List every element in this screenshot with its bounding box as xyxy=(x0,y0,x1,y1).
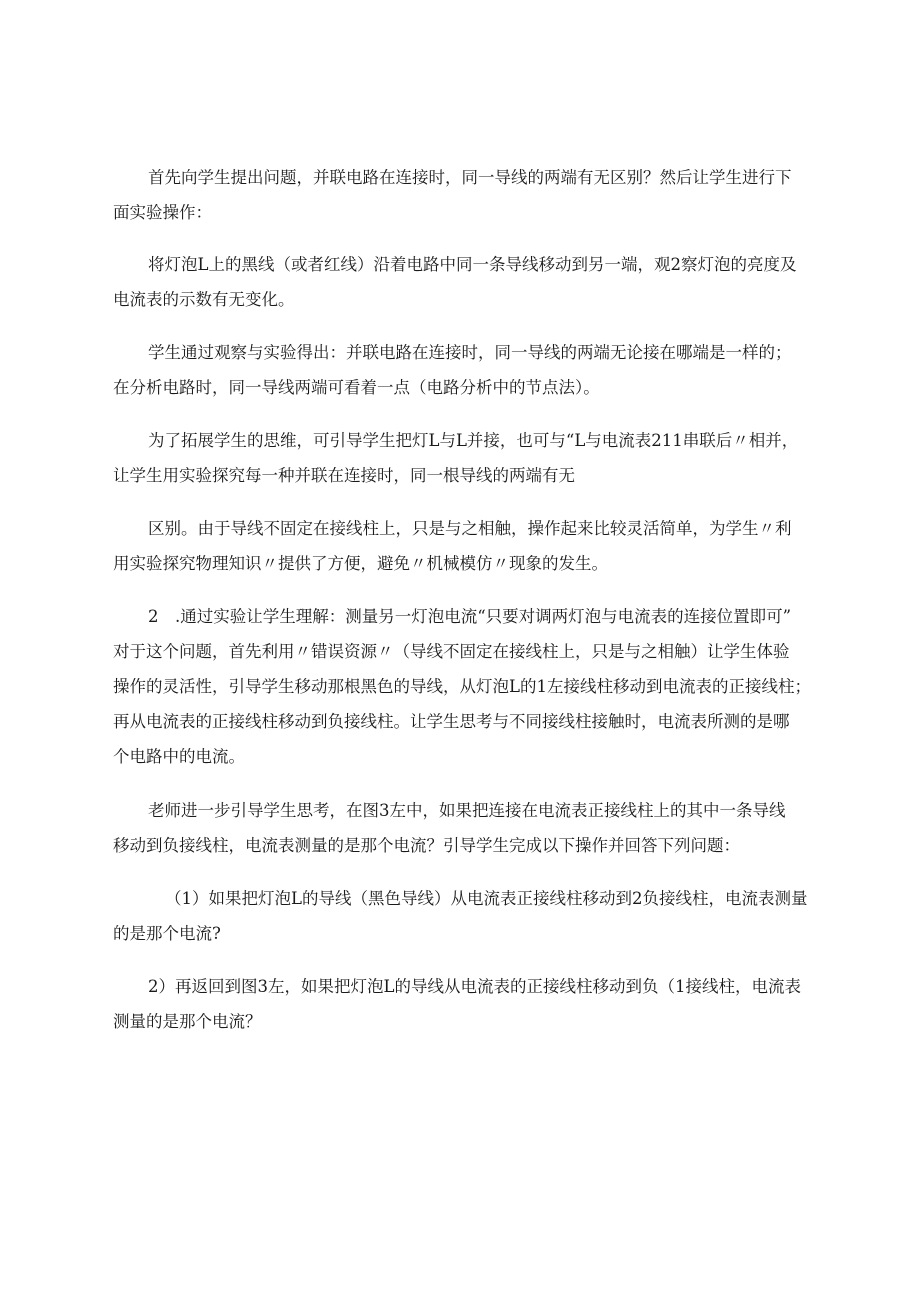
paragraph-difference xyxy=(113,511,825,581)
text-line: 2）再返回到图3左，如果把灯泡L的导线从电流表的正接线柱移动到负（1接线柱，电流表 xyxy=(148,977,801,996)
text-line: 区别。由于导线不固定在接线柱上，只是与之相触，操作起来比较灵活简单，为学生〃利 xyxy=(148,519,792,538)
paragraph-conclusion xyxy=(113,335,825,405)
text-line: 为了拓展学生的思维，可引导学生把灯L与L并接，也可与“L与电流表211串联后〃相并， xyxy=(148,431,799,450)
text-line: 老师进一步引导学生思考，在图3左中，如果把连接在电流表正接线柱上的其中一条导线 xyxy=(148,801,786,820)
text-line: 在分析电路时，同一导线两端可看着一点（电路分析中的节点法）。 xyxy=(113,378,600,397)
text-line: 首先向学生提出问题，并联电路在连接时，同一导线的两端有无区别？然后让学生进行下 xyxy=(148,168,792,187)
text-line: 用实验探究物理知识〃提供了方便，避免〃机械模仿〃现象的发生。 xyxy=(113,554,608,573)
text-line: 测量的是那个电流？ xyxy=(113,1012,262,1031)
text-line: 面实验操作： xyxy=(113,203,212,222)
text-line: 将灯泡L上的黑线（或者红线）沿着电路中同一条导线移动到另一端，观2察灯泡的亮度及 xyxy=(148,255,797,274)
paragraph-teacher-guide xyxy=(113,793,825,863)
text-line: 再从电流表的正接线柱移动到负接线柱。让学生思考与不同接线柱接触时，电流表所测的是哪 xyxy=(113,712,790,731)
paragraph-question-intro xyxy=(113,160,825,230)
text-line: 让学生用实验探究每一种并联在连接时，同一根导线的两端有无 xyxy=(113,466,575,485)
text-line: 对于这个问题，首先利用〃错误资源〃（导线不固定在接线柱上，只是与之相触）让学生体验 xyxy=(113,642,790,661)
paragraph-question-2 xyxy=(113,969,825,1039)
paragraph-extension xyxy=(113,423,825,493)
text-line: 的是那个电流? xyxy=(113,924,221,943)
text-line: 学生通过观察与实验得出：并联电路在连接时，同一导线的两端无论接在哪端是一样的； xyxy=(148,343,792,362)
paragraph-point-2 xyxy=(113,599,825,774)
text-line: 移动到负接线柱，电流表测量的是那个电流？引导学生完成以下操作并回答下列问题： xyxy=(113,836,740,855)
text-line: 个电路中的电流。 xyxy=(113,747,245,766)
text-line: 电流表的示数有无变化。 xyxy=(113,290,295,309)
text-line: 2 .通过实验让学生理解：测量另一灯泡电流“只要对调两灯泡与电流表的连接位置即可” xyxy=(148,607,792,626)
text-line: 操作的灵活性，引导学生移动那根黑色的导线，从灯泡L的1左接线柱移动到电流表的正接线柱； xyxy=(113,677,811,696)
paragraph-question-1 xyxy=(113,881,825,951)
text-line: （1）如果把灯泡L的导线（黑色导线）从电流表正接线柱移动到2负接线柱，电流表测量 xyxy=(165,889,808,908)
paragraph-experiment-step xyxy=(113,247,825,317)
